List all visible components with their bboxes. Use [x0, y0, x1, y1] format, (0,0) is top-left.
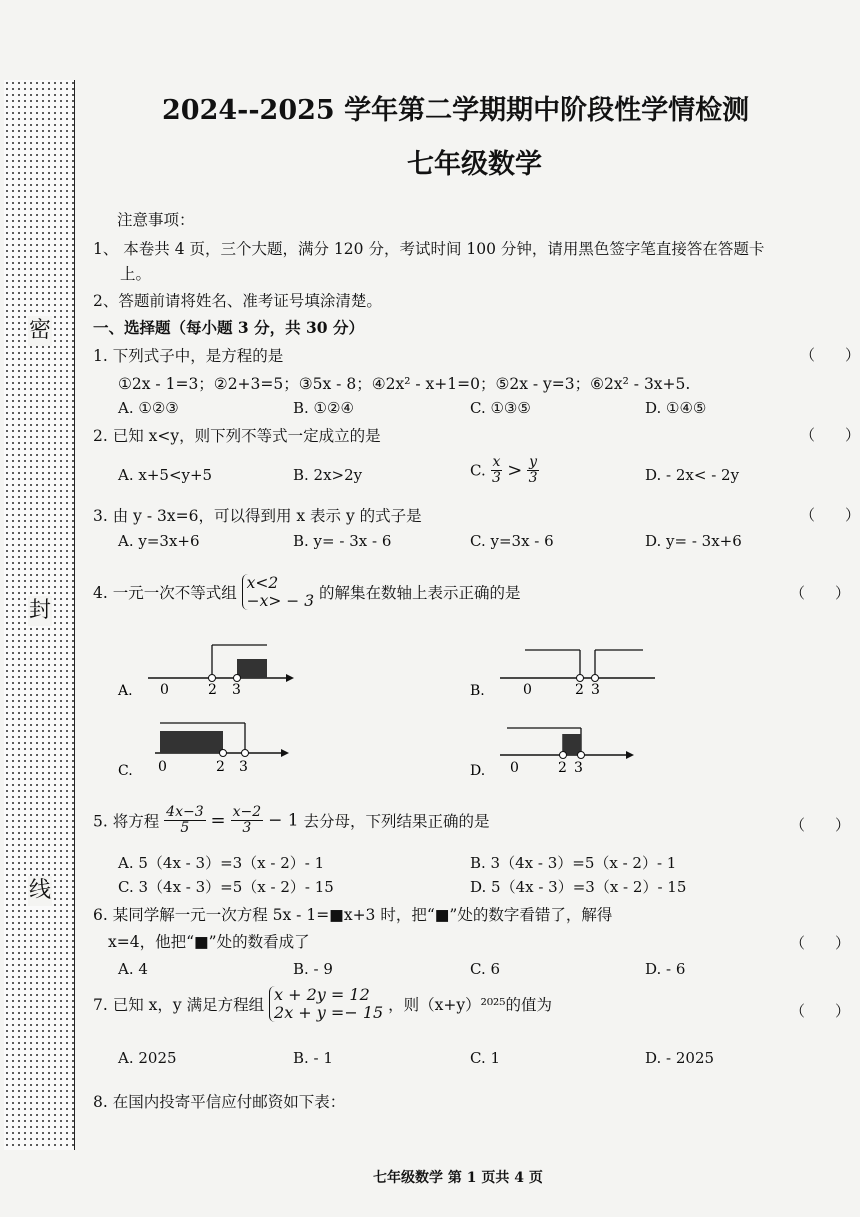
q4c-tick-0: 0: [158, 759, 167, 775]
q7-stem: [93, 986, 552, 1022]
q3-stem: 3. 由 y - 3x=6，可以得到用 x 表示 y 的式子是: [93, 507, 422, 525]
q1-stem: 1. 下列式子中，是方程的是: [93, 347, 284, 365]
q4-stem-post: 的解集在数轴上表示正确的是: [319, 584, 521, 602]
q5-equals: =: [210, 810, 226, 831]
q7-option-d[interactable]: D. - 2025: [645, 1049, 715, 1067]
q3-option-c[interactable]: C. y=3x - 6: [470, 532, 554, 550]
q5-den-2: 3: [242, 820, 252, 836]
q6-option-c[interactable]: C. 6: [470, 960, 501, 978]
q4a-tick-3: 3: [232, 682, 241, 698]
q2c-num-2: y: [529, 454, 537, 470]
q5-answer-paren[interactable]: （ ）: [790, 816, 851, 834]
q4-system-line-2: −x> − 3: [246, 592, 315, 610]
q5-stem-pre: 5. 将方程: [93, 812, 160, 831]
q1-option-d[interactable]: D. ①④⑤: [645, 399, 707, 417]
q5-option-b[interactable]: B. 3（4x - 3）=5（x - 2）- 1: [470, 854, 677, 872]
q7-system: [269, 986, 383, 1022]
q2-stem: 2. 已知 x<y，则下列不等式一定成立的是: [93, 427, 381, 445]
q6-option-a[interactable]: A. 4: [118, 960, 148, 978]
q8-stem: 8. 在国内投寄平信应付邮资如下表：: [93, 1093, 346, 1111]
q4d-tick-0: 0: [510, 760, 519, 776]
q4b-tick-3: 3: [591, 682, 600, 698]
q4b-label: B.: [470, 683, 485, 699]
q2-option-c[interactable]: [470, 455, 539, 486]
q4-system-line-1: x<2: [246, 574, 279, 592]
q4-option-c-numberline[interactable]: [110, 715, 310, 785]
q1-answer-paren[interactable]: （ ）: [800, 346, 860, 364]
seal-char-xian: 线: [28, 876, 52, 906]
q5-stem-post: 去分母，下列结果正确的是: [303, 812, 490, 831]
q6-line-2: x=4，他把“■”处的数看成了: [108, 933, 310, 951]
q4b-tick-2: 2: [575, 682, 584, 698]
notes-heading: 注意事项：: [117, 211, 195, 229]
q2c-num-1: x: [492, 454, 501, 470]
q2-option-c-label: C.: [470, 461, 486, 480]
seal-char-mi: 密: [28, 316, 52, 346]
q7-stem-post: ，则（x+y）²⁰²⁵的值为: [388, 996, 552, 1014]
q3-option-d[interactable]: D. y= - 3x+6: [645, 532, 742, 550]
notes-line-1b: 上。: [120, 265, 152, 283]
q5-num-1: 4x−3: [166, 804, 204, 820]
q4-system: [242, 574, 314, 610]
notes-line-2: 2、答题前请将姓名、准考证号填涂清楚。: [93, 292, 382, 310]
notes-line-1: 1、 本卷共 4 页，三个大题，满分 120 分，考试时间 100 分钟，请用黑色签字笔直接答在答题卡: [93, 240, 765, 258]
q3-option-a[interactable]: A. y=3x+6: [118, 532, 200, 550]
q2-option-d[interactable]: D. - 2x< - 2y: [645, 466, 740, 484]
q4a-tick-0: 0: [160, 682, 169, 698]
q4-stem-pre: 4. 一元一次不等式组: [93, 584, 237, 602]
q7-option-a[interactable]: A. 2025: [118, 1049, 177, 1067]
q5-option-a[interactable]: A. 5（4x - 3）=3（x - 2）- 1: [118, 854, 325, 872]
q5-tail: − 1: [268, 810, 299, 831]
q5-num-2: x−2: [232, 804, 262, 820]
q7-option-b[interactable]: B. - 1: [293, 1049, 333, 1067]
q7-answer-paren[interactable]: （ ）: [790, 1002, 851, 1020]
q2-option-a[interactable]: A. x+5<y+5: [118, 466, 213, 484]
q5-stem: [93, 805, 489, 836]
seal-char-feng: 封: [28, 596, 52, 626]
q4a-tick-2: 2: [208, 682, 217, 698]
section-heading: 一、选择题（每小题 3 分，共 30 分）: [93, 318, 364, 337]
q1-option-a[interactable]: A. ①②③: [118, 399, 179, 417]
page-subtitle: 七年级数学: [407, 149, 542, 180]
q1-option-b[interactable]: B. ①②④: [293, 399, 354, 417]
q2c-den-2: 3: [528, 470, 538, 486]
q2c-den-1: 3: [491, 470, 501, 486]
q4d-label: D.: [470, 763, 486, 779]
q4-option-d-numberline[interactable]: [465, 720, 665, 785]
q4d-tick-2: 2: [558, 760, 567, 776]
q2-option-b[interactable]: B. 2x>2y: [293, 466, 363, 484]
page-title: 2024--2025 学年第二学期期中阶段性学情检测: [162, 95, 750, 126]
q4c-tick-2: 2: [216, 759, 225, 775]
q7-system-line-2: 2x + y =− 15: [274, 1003, 384, 1022]
q7-stem-pre: 7. 已知 x，y 满足方程组: [93, 996, 265, 1014]
q3-answer-paren[interactable]: （ ）: [800, 506, 860, 524]
q2c-operator: >: [507, 460, 523, 481]
q4-option-a-numberline[interactable]: [110, 635, 310, 705]
q4-answer-paren[interactable]: （ ）: [790, 584, 851, 602]
q6-line-1: 6. 某同学解一元一次方程 5x - 1=■x+3 时，把“■”处的数字看错了，解得: [93, 906, 613, 924]
q2-answer-paren[interactable]: （ ）: [800, 426, 860, 444]
q4a-label: A.: [118, 683, 133, 699]
q4b-tick-0: 0: [523, 682, 532, 698]
q4c-tick-3: 3: [239, 759, 248, 775]
q1-items: ①2x - 1=3；②2+3=5；③5x - 8；④2x² - x+1=0；⑤2x - y=3；⑥2x² - 3x+5.: [118, 375, 691, 393]
q6-option-d[interactable]: D. - 6: [645, 960, 686, 978]
q4-stem: [93, 574, 521, 610]
q4c-label: C.: [118, 763, 133, 779]
q5-option-d[interactable]: D. 5（4x - 3）=3（x - 2）- 15: [470, 878, 687, 896]
q7-system-line-1: x + 2y = 12: [274, 985, 370, 1004]
q6-answer-paren[interactable]: （ ）: [790, 934, 851, 952]
q4d-tick-3: 3: [574, 760, 583, 776]
q5-den-1: 5: [180, 820, 190, 836]
q5-option-c[interactable]: C. 3（4x - 3）=5（x - 2）- 15: [118, 878, 334, 896]
q3-option-b[interactable]: B. y= - 3x - 6: [293, 532, 392, 550]
q6-option-b[interactable]: B. - 9: [293, 960, 333, 978]
q4-option-b-numberline[interactable]: [465, 640, 665, 705]
q7-option-c[interactable]: C. 1: [470, 1049, 501, 1067]
page-footer: 七年级数学 第 1 页共 4 页: [373, 1170, 543, 1186]
q1-option-c[interactable]: C. ①③⑤: [470, 399, 531, 417]
